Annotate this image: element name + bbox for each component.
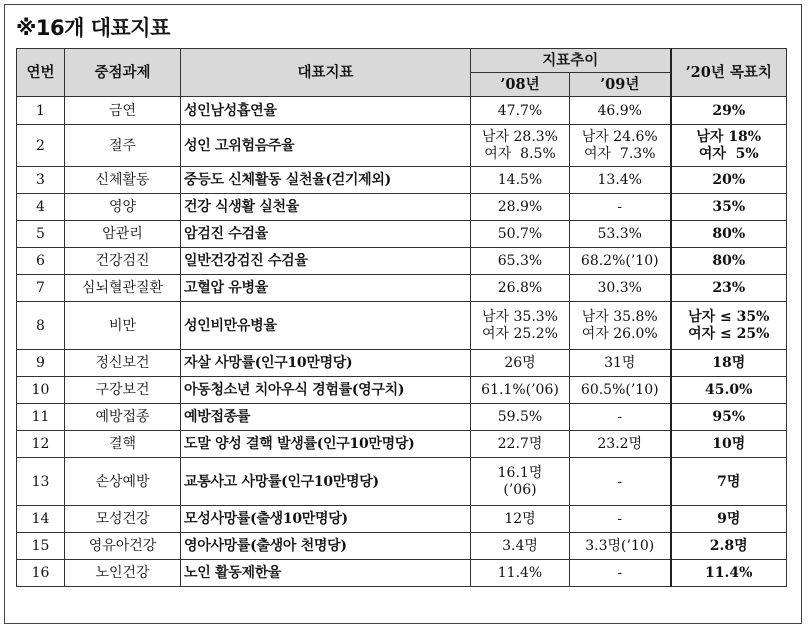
row-number: 10 xyxy=(17,377,65,404)
row-target-2020-line: 18명 xyxy=(712,355,746,371)
row-number: 16 xyxy=(17,560,65,587)
row-value-2008 xyxy=(471,248,570,275)
row-value-2008-line: 50.7% xyxy=(497,226,543,242)
row-target-2020-line: 23% xyxy=(712,280,746,296)
row-value-2009-line: 60.5%(’10) xyxy=(580,382,659,398)
row-indicator: 고혈압 유병율 xyxy=(181,275,471,302)
row-target-2020 xyxy=(671,533,787,560)
table-row xyxy=(17,302,787,350)
row-value-2008-line: 남자 35.3% xyxy=(482,308,558,325)
header-no: 연번 xyxy=(17,49,65,97)
row-indicator: 자살 사망률(인구10만명당) xyxy=(181,350,471,377)
row-value-2009-line: - xyxy=(617,409,623,425)
row-target-2020-line: 20% xyxy=(712,172,746,188)
row-target-2020-line: 11.4% xyxy=(705,565,753,581)
row-task: 절주 xyxy=(65,125,181,167)
row-value-2008 xyxy=(471,221,570,248)
row-task: 건강검진 xyxy=(65,248,181,275)
row-target-2020 xyxy=(671,377,787,404)
row-value-2009-line: 13.4% xyxy=(597,172,642,188)
row-value-2009-line: 68.2%(’10) xyxy=(580,253,659,269)
row-target-2020-line: 80% xyxy=(712,226,746,242)
row-value-2008 xyxy=(471,458,570,506)
row-number: 1 xyxy=(17,97,65,125)
row-target-2020 xyxy=(671,431,787,458)
row-number: 12 xyxy=(17,431,65,458)
table-row xyxy=(17,350,787,377)
table-row xyxy=(17,221,787,248)
row-task: 손상예방 xyxy=(65,458,181,506)
row-task: 암관리 xyxy=(65,221,181,248)
row-number: 11 xyxy=(17,404,65,431)
row-target-2020 xyxy=(671,404,787,431)
table-row xyxy=(17,533,787,560)
row-task: 심뇌혈관질환 xyxy=(65,275,181,302)
row-number: 2 xyxy=(17,125,65,167)
table-row xyxy=(17,194,787,221)
row-value-2008 xyxy=(471,560,570,587)
page-title: ※16개 대표지표 xyxy=(16,16,170,40)
row-task: 정신보건 xyxy=(65,350,181,377)
table-row xyxy=(17,97,787,125)
row-value-2009 xyxy=(570,302,671,350)
row-number: 7 xyxy=(17,275,65,302)
row-value-2008 xyxy=(471,167,570,194)
row-value-2008 xyxy=(471,431,570,458)
row-value-2008 xyxy=(471,125,570,167)
row-value-2008-line: 47.7% xyxy=(497,102,543,119)
row-value-2008-line: 65.3% xyxy=(497,253,543,269)
row-target-2020 xyxy=(671,167,787,194)
row-indicator: 영아사망률(출생아 천명당) xyxy=(181,533,471,560)
row-target-2020-line: 남자 ≤ 35% xyxy=(688,308,770,325)
row-target-2020-line: 29% xyxy=(712,102,746,119)
row-value-2008-line: 14.5% xyxy=(497,172,543,188)
row-value-2008-line: 26명 xyxy=(504,355,536,371)
row-indicator: 노인 활동제한율 xyxy=(181,560,471,587)
row-target-2020-line: 45.0% xyxy=(705,382,753,398)
row-value-2008-line: 12명 xyxy=(504,511,536,527)
row-value-2008 xyxy=(471,302,570,350)
row-indicator: 성인 고위험음주율 xyxy=(181,125,471,167)
row-value-2008 xyxy=(471,350,570,377)
row-value-2009 xyxy=(570,404,671,431)
row-indicator: 성인남성흡연율 xyxy=(181,97,471,125)
row-value-2009-line: 30.3% xyxy=(597,280,642,296)
row-value-2008-line: 남자 28.3% xyxy=(482,128,558,145)
row-indicator: 예방접종률 xyxy=(181,404,471,431)
row-target-2020-line: 10명 xyxy=(712,436,746,452)
table-row xyxy=(17,248,787,275)
row-value-2009-line: 여자 7.3% xyxy=(583,145,656,162)
row-value-2009-line: 46.9% xyxy=(597,102,642,119)
row-indicator: 암검진 수검율 xyxy=(181,221,471,248)
row-number: 5 xyxy=(17,221,65,248)
row-value-2009 xyxy=(570,97,671,125)
header-task: 중점과제 xyxy=(65,49,181,97)
row-task: 노인건강 xyxy=(65,560,181,587)
indicator-table xyxy=(16,48,787,587)
row-task: 금연 xyxy=(65,97,181,125)
row-indicator: 건강 식생활 실천율 xyxy=(181,194,471,221)
row-task: 신체활동 xyxy=(65,167,181,194)
table-row xyxy=(17,560,787,587)
row-target-2020-line: 남자 18% xyxy=(696,128,762,145)
row-number: 14 xyxy=(17,506,65,533)
table-row xyxy=(17,167,787,194)
row-number: 6 xyxy=(17,248,65,275)
row-value-2009 xyxy=(570,377,671,404)
row-value-2008 xyxy=(471,404,570,431)
row-value-2009 xyxy=(570,560,671,587)
row-target-2020-line: 여자 5% xyxy=(698,145,759,162)
row-number: 3 xyxy=(17,167,65,194)
header-2008: ’08년 xyxy=(471,73,570,97)
row-number: 9 xyxy=(17,350,65,377)
row-value-2009-line: 31명 xyxy=(604,355,636,371)
row-target-2020 xyxy=(671,125,787,167)
table-row xyxy=(17,431,787,458)
row-value-2009-line: 남자 24.6% xyxy=(581,128,658,145)
row-value-2009 xyxy=(570,350,671,377)
row-value-2009 xyxy=(570,125,671,167)
row-value-2009-line: - xyxy=(617,511,623,527)
row-value-2009 xyxy=(570,221,671,248)
row-value-2009 xyxy=(570,458,671,506)
table-row xyxy=(17,506,787,533)
row-value-2008-line: 26.8% xyxy=(497,280,543,296)
row-indicator: 교통사고 사망률(인구10만명당) xyxy=(181,458,471,506)
row-value-2008-line: 16.1명 xyxy=(497,464,543,481)
table-row xyxy=(17,125,787,167)
row-target-2020-line: 95% xyxy=(712,409,746,425)
row-target-2020-line: 80% xyxy=(712,253,746,269)
row-number: 8 xyxy=(17,302,65,350)
row-task: 모성건강 xyxy=(65,506,181,533)
row-value-2009-line: 남자 35.8% xyxy=(581,308,658,325)
row-value-2008 xyxy=(471,533,570,560)
row-indicator: 아동청소년 치아우식 경험률(영구치) xyxy=(181,377,471,404)
row-value-2009-line: - xyxy=(617,565,623,581)
row-value-2009 xyxy=(570,533,671,560)
row-value-2008-line: 28.9% xyxy=(497,199,543,215)
row-target-2020 xyxy=(671,350,787,377)
row-value-2008-line: (’06) xyxy=(503,481,537,498)
row-value-2008-line: 61.1%(’06) xyxy=(481,382,559,398)
row-task: 영양 xyxy=(65,194,181,221)
row-target-2020 xyxy=(671,248,787,275)
table-body xyxy=(17,97,787,587)
row-value-2008 xyxy=(471,377,570,404)
row-indicator: 중등도 신체활동 실천율(걷기제외) xyxy=(181,167,471,194)
row-value-2008 xyxy=(471,506,570,533)
row-target-2020 xyxy=(671,506,787,533)
row-value-2009-line: 여자 26.0% xyxy=(581,325,658,342)
row-target-2020 xyxy=(671,221,787,248)
row-value-2008-line: 22.7명 xyxy=(497,436,543,452)
row-value-2009-line: 3.3명(’10) xyxy=(585,538,655,554)
row-indicator: 일반건강검진 수검율 xyxy=(181,248,471,275)
row-value-2008 xyxy=(471,194,570,221)
table-row xyxy=(17,275,787,302)
row-task: 예방접종 xyxy=(65,404,181,431)
row-target-2020 xyxy=(671,560,787,587)
table-row xyxy=(17,377,787,404)
row-task: 결핵 xyxy=(65,431,181,458)
row-target-2020-line: 여자 ≤ 25% xyxy=(688,325,770,342)
row-value-2009 xyxy=(570,167,671,194)
table-row xyxy=(17,404,787,431)
row-indicator: 모성사망률(출생10만명당) xyxy=(181,506,471,533)
row-target-2020-line: 35% xyxy=(712,199,746,215)
row-value-2008-line: 여자 25.2% xyxy=(482,325,558,342)
row-value-2009-line: 53.3% xyxy=(597,226,642,242)
row-target-2020 xyxy=(671,194,787,221)
row-value-2009 xyxy=(570,194,671,221)
table-row xyxy=(17,458,787,506)
row-number: 13 xyxy=(17,458,65,506)
row-task: 구강보건 xyxy=(65,377,181,404)
row-value-2008-line: 여자 8.5% xyxy=(484,145,556,162)
row-number: 4 xyxy=(17,194,65,221)
row-value-2008 xyxy=(471,97,570,125)
row-indicator: 성인비만유병율 xyxy=(181,302,471,350)
row-value-2008-line: 3.4명 xyxy=(502,538,538,554)
header-trend: 지표추이 xyxy=(471,49,671,73)
row-value-2009-line: - xyxy=(617,199,623,215)
row-task: 영유아건강 xyxy=(65,533,181,560)
row-value-2009 xyxy=(570,431,671,458)
header-target: ’20년 목표치 xyxy=(671,49,787,97)
row-value-2009 xyxy=(570,275,671,302)
row-value-2009 xyxy=(570,506,671,533)
header-indicator: 대표지표 xyxy=(181,49,471,97)
row-indicator: 도말 양성 결핵 발생률(인구10만명당) xyxy=(181,431,471,458)
row-target-2020-line: 9명 xyxy=(717,511,741,527)
row-target-2020-line: 7명 xyxy=(717,473,741,490)
row-target-2020 xyxy=(671,275,787,302)
row-value-2009-line: 23.2명 xyxy=(597,436,643,452)
row-target-2020-line: 2.8명 xyxy=(709,538,748,554)
header-2009: ’09년 xyxy=(570,73,671,97)
row-target-2020 xyxy=(671,302,787,350)
row-target-2020 xyxy=(671,458,787,506)
row-value-2008 xyxy=(471,275,570,302)
row-task: 비만 xyxy=(65,302,181,350)
row-target-2020 xyxy=(671,97,787,125)
row-value-2008-line: 11.4% xyxy=(497,565,543,581)
row-value-2008-line: 59.5% xyxy=(497,409,543,425)
row-number: 15 xyxy=(17,533,65,560)
row-value-2009-line: - xyxy=(617,473,623,490)
row-value-2009 xyxy=(570,248,671,275)
